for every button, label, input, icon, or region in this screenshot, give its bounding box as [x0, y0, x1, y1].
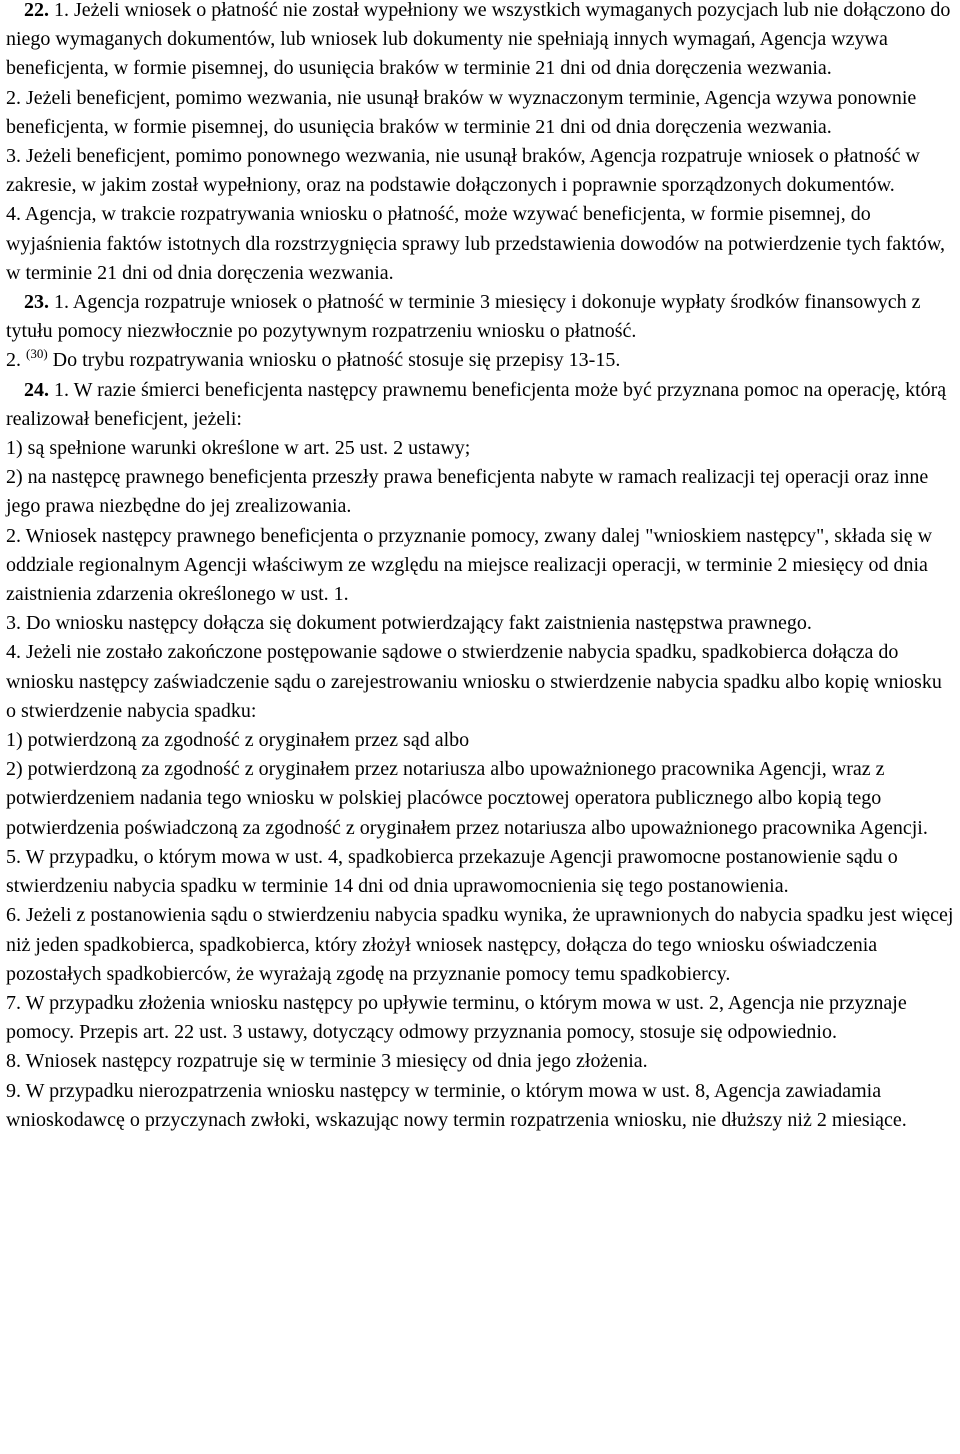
art24-para7: 7. W przypadku złożenia wniosku następcy po upływie terminu, o którym mowa w ust. 2, Agencja nie przyznaje pomocy. Przepis art. 22 ust. 3 ustawy, dotyczący odmowy przyznania pomocy, stosuje się odpowiednio. [6, 991, 907, 1044]
art24-para3: 3. Do wniosku następcy dołącza się dokument potwierdzający fakt zaistnienia następstwa prawnego. [6, 612, 812, 635]
art24-para8: 8. Wniosek następcy rozpatruje się w terminie 3 miesięcy od dnia jego złożenia. [6, 1050, 648, 1073]
art22-para1 [6, 0, 954, 84]
art23-number: 23. [24, 291, 49, 314]
art24-para1 [6, 376, 954, 434]
art24-para5: 5. W przypadku, o którym mowa w ust. 4, spadkobierca przekazuje Agencji prawomocne postanowienie sądu o stwierdzeniu nabycia spadku w terminie 14 dni od dnia uprawomocnienia się tego postanowienia. [6, 845, 898, 898]
art22-para2: 2. Jeżeli beneficjent, pomimo wezwania, nie usunął braków w wyznaczonym terminie, Agencja wzywa ponownie beneficjenta, w formie pisemnej, do usunięcia braków w terminie 21 dni od dnia doręczenia wezwania. [6, 86, 917, 138]
footnote-ref: (30) [26, 346, 48, 362]
art23-p1-text: 1. Agencja rozpatruje wniosek o płatność w terminie 3 miesięcy i dokonuje wypłaty środków finansowych z tytułu pomocy niezwłocznie po pozytywnym rozpatrzeniu wniosku o płatność. [6, 291, 921, 343]
art23-p2-text: Do trybu rozpatrywania wniosku o płatność stosuje się przepisy 13-15. [52, 349, 621, 372]
art24-para4: 4. Jeżeli nie zostało zakończone postępowanie sądowe o stwierdzenie nabycia spadku, spadkobierca dołącza do wniosku następcy zaświadczenie sądu o zarejestrowaniu wniosku o stwierdzenie nabycia spadku albo kopię wniosku o stwierdzenie nabycia spadku: [6, 641, 942, 722]
art22-number: 22. [24, 0, 49, 21]
art24-para4-item2: 2) potwierdzoną za zgodność z oryginałem przez notariusza albo upoważnionego pracownika Agencji, wraz z potwierdzeniem nadania tego wniosku w polskiej placówce pocztowej operatora publicznego albo kopią tego potwierdzenia poświadczoną za zgodność z oryginałem przez notariusza albo upoważnionego pracownika Agencji. [6, 758, 928, 839]
art24-para6: 6. Jeżeli z postanowienia sądu o stwierdzeniu nabycia spadku wynika, że uprawnionych do nabycia spadku jest więcej niż jeden spadkobierca, spadkobierca, który złożył wniosek następcy, dołącza do tego wniosku oświadczenia pozostałych spadkobierców, że wyrażają zgodę na przyznanie pomocy temu spadkobiercy. [6, 904, 954, 985]
art22-para4: 4. Agencja, w trakcie rozpatrywania wniosku o płatność, może wzywać beneficjenta, w formie pisemnej, do wyjaśnienia faktów istotnych dla rozstrzygnięcia sprawy lub przedstawienia dowodów na potwierdzenie tych faktów, w terminie 21 dni od dnia doręczenia wezwania. [6, 203, 945, 284]
art24-para4-item1: 1) potwierdzoną za zgodność z oryginałem przez sąd albo [6, 729, 470, 752]
art23-para2 [6, 346, 954, 375]
art23-para1 [6, 288, 954, 346]
art24-para9: 9. W przypadku nierozpatrzenia wniosku następcy w terminie, o którym mowa w ust. 8, Agencja zawiadamia wnioskodawcę o przyczynach zwłoki, wskazując nowy termin rozpatrzenia wniosku, nie dłuższy niż 2 miesiące. [6, 1079, 907, 1131]
art24-p1-text: 1. W razie śmierci beneficjenta następcy prawnemu beneficjenta może być przyznana pomoc na operację, którą realizował beneficjent, jeżeli: [6, 378, 947, 430]
art24-number: 24. [24, 378, 49, 401]
art22-para3: 3. Jeżeli beneficjent, pomimo ponownego wezwania, nie usunął braków, Agencja rozpatruje wniosek o płatność w zakresie, w jakim został wypełniony, oraz na podstawie dołączonych i poprawnie sporządzonych dokumentów. [6, 145, 920, 197]
art23-p2-prefix: 2. [6, 349, 21, 372]
art24-para2: 2. Wniosek następcy prawnego beneficjenta o przyznanie pomocy, zwany dalej "wnioskiem następcy", składa się w oddziale regionalnym Agencji właściwym ze względu na miejsce realizacji operacji, w terminie 2 miesięcy od dnia zaistnienia zdarzenia określonego w ust. 1. [6, 524, 933, 606]
art24-para1-item1: 1) są spełnione warunki określone w art. 25 ust. 2 ustawy; [6, 437, 471, 460]
art24-para1-item2: 2) na następcę prawnego beneficjenta przeszły prawa beneficjenta nabyte w ramach realizacji tej operacji oraz inne jego prawa niezbędne do jej zrealizowania. [6, 466, 929, 518]
art22-p1-text: 1. Jeżeli wniosek o płatność nie został wypełniony we wszystkich wymaganych pozycjach lub nie dołączono do niego wymaganych dokumentów, lub wniosek lub dokumenty nie spełniają innych wymagań, Agencja wzywa beneficjenta, w formie pisemnej, do usunięcia braków w terminie 21 dni od dnia doręczenia wezwania. [6, 0, 951, 80]
